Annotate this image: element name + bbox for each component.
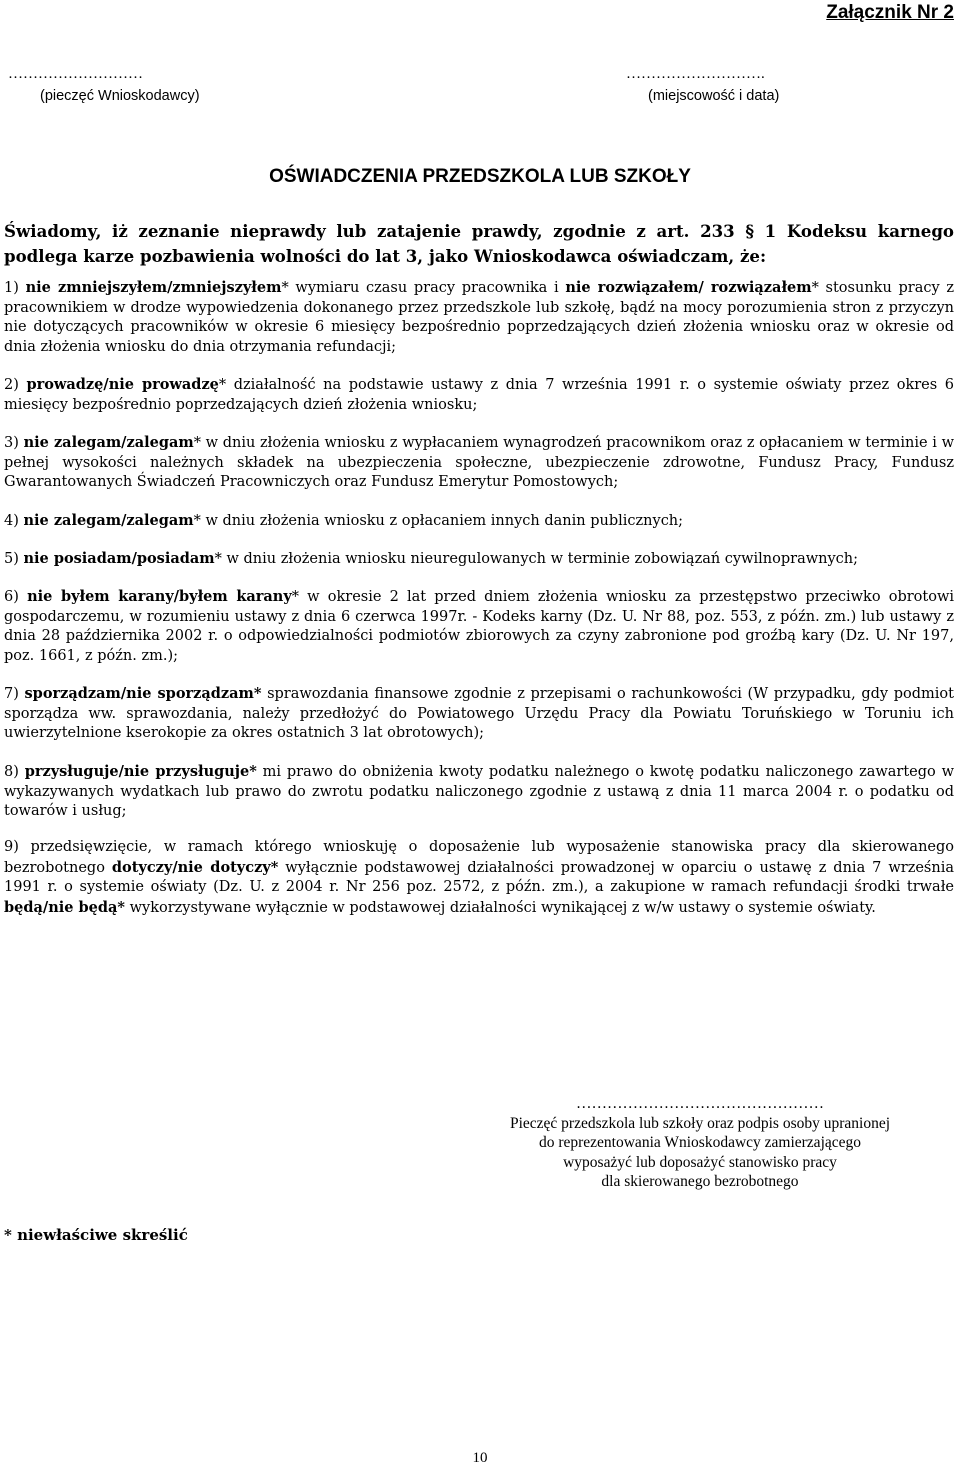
- item-text: sprawozdania finansowe zgodnie z przepisami o rachunkowości (W przypadku, gdy podmiot sporządza ww. sprawozdania, należy przedłożyć do Powiatowego Urzędu Pracy dla Powiatu Toruńskiego w Toruniu ich uwierzytelnione kserokopie za okres ostatnich 3 lat obrotowych);: [4, 686, 954, 742]
- item-text: * stosunku pracy z pracownikiem w drodze wypowiedzenia dokonanego przez przedszkole lub szkołę, bądź na mocy porozumienia stron z przyczyn nie dotyczących pracowników w okresie 6 miesięcy bezpośrednio poprzedzających dzień złożenia wniosku oraz w okresie od dnia złożenia wniosku do dnia otrzymania refundacji;: [4, 280, 954, 355]
- item-choice: dotyczy/nie dotyczy*: [111, 858, 279, 876]
- signature-block: [440, 1094, 960, 1192]
- date-caption: (miejscowość i data): [648, 88, 780, 104]
- item-text: * w dniu złożenia wniosku z opłacaniem innych danin publicznych;: [193, 513, 684, 529]
- item-text: 1): [4, 280, 26, 296]
- signature-dots: …………………………………………: [576, 1095, 824, 1112]
- intro-statement: Świadomy, iż zeznanie nieprawdy lub zatajenie prawdy, zgodnie z art. 233 § 1 Kodeksu karnego podlega karze pozbawienia wolności do lat 3, jako Wnioskodawca oświadczam, że:: [4, 221, 954, 266]
- statement-item-8: [4, 762, 954, 822]
- item-text: * wymiaru czasu pracy pracownika i: [281, 280, 566, 296]
- item-text: 5): [4, 551, 24, 567]
- item-text: mi prawo do obniżenia kwoty podatku należnego o kwotę podatku naliczonego zawartego w wykazywanych wydatkach lub prawo do zwrotu podatku naliczonego zgodnie z ustawą z dnia 11 marca 2004 r. o podatku od towarów i usług;: [4, 764, 954, 820]
- statement-item-5: [4, 549, 954, 570]
- item-text: 6): [4, 589, 28, 605]
- item-text: * w dniu złożenia wniosku nieuregulowanych w terminie zobowiązań cywilnoprawnych;: [214, 551, 859, 567]
- item-choice: nie zalegam/zalegam: [23, 512, 194, 529]
- page-number: 10: [472, 1450, 488, 1466]
- item-text: 9) przedsięwzięcie, w ramach którego wnioskuję o doposażenie lub wyposażenie stanowiska pracy dla skierowanego bezrobotnego: [4, 839, 954, 876]
- item-choice: nie byłem karany/byłem karany: [27, 588, 292, 605]
- item-choice: nie zalegam/zalegam: [23, 434, 194, 451]
- item-text: wyłącznie podstawowej działalności prowadzonej w oparciu o ustawę z dnia 7 września 1991 r. o systemie oświaty (Dz. U. z 2004 r. Nr 256 poz. 2572, z późn. zm.), a zakupione w ramach refundacji środki trwałe: [4, 859, 954, 896]
- item-choice: sporządzam/nie sporządzam*: [24, 685, 262, 702]
- statement-item-2: [4, 375, 954, 415]
- stamp-dots: ………………………: [8, 66, 143, 82]
- statement-item-6: [4, 587, 954, 666]
- item-choice: nie posiadam/posiadam: [23, 550, 215, 567]
- item-choice: nie zmniejszyłem/zmniejszyłem: [25, 279, 282, 296]
- document-title: OŚWIADCZENIA PRZEDSZKOLA LUB SZKOŁY: [269, 166, 691, 187]
- date-dots: ……………………….: [626, 66, 765, 82]
- signature-caption-line: wyposażyć lub doposażyć stanowisko pracy: [563, 1153, 837, 1171]
- item-text: * w okresie 2 lat przed dniem złożenia wniosku za przestępstwo przeciwko obrotowi gospodarczemu, w rozumieniu ustawy z dnia 6 czerwca 1997r. - Kodeks karny (Dz. U. Nr 88, poz. 553, z późn. zm.) lub ustawy z dnia 28 października 2002 r. o odpowiedzialności podmiotów zbiorowych za czyny zabronione pod groźbą kary (Dz. U. Nr 197, poz. 1661, z późn. zm.);: [4, 589, 954, 664]
- item-text: * działalność na podstawie ustawy z dnia 7 września 1991 r. o systemie oświaty przez okres 6 miesięcy bezpośrednio poprzedzających dzień złożenia wniosku;: [4, 377, 954, 413]
- statement-item-9: [4, 838, 954, 918]
- item-text: wykorzystywane wyłącznie w podstawowej działalności wynikającej z w/w ustawy o systemie oświaty.: [125, 899, 876, 916]
- signature-caption-line: do reprezentowania Wnioskodawcy zamierzającego: [538, 1134, 862, 1151]
- statement-item-4: [4, 511, 954, 532]
- item-text: 4): [4, 513, 24, 529]
- item-choice: przysługuje/nie przysługuje*: [24, 763, 257, 780]
- item-text: 3): [4, 435, 24, 451]
- stamp-caption: (pieczęć Wnioskodawcy): [40, 88, 200, 104]
- item-choice: nie rozwiązałem/ rozwiązałem: [565, 279, 812, 296]
- attachment-label: Załącznik Nr 2: [826, 2, 954, 23]
- signature-caption-line: dla skierowanego bezrobotnego: [601, 1173, 799, 1190]
- statement-item-1: [4, 278, 954, 357]
- item-text: 8): [4, 764, 25, 780]
- footnote: * niewłaściwe skreślić: [4, 1226, 188, 1244]
- item-text: * w dniu złożenia wniosku z wypłacaniem wynagrodzeń pracownikom oraz z opłacaniem w terminie i w pełnej wysokości należnych składek na ubezpieczenia społeczne, ubezpieczenie zdrowotne, Fundusz Pracy, Fundusz Gwarantowanych Świadczeń Pracowniczych oraz Fundusz Emerytur Pomostowych;: [4, 435, 954, 491]
- statement-item-3: [4, 433, 954, 493]
- signature-caption-line: Pieczęć przedszkola lub szkoły oraz podpis osoby upranionej: [509, 1114, 891, 1132]
- statement-item-7: [4, 684, 954, 744]
- item-text: 2): [4, 377, 27, 393]
- item-choice: będą/nie będą*: [4, 898, 125, 916]
- item-choice: prowadzę/nie prowadzę: [26, 376, 219, 393]
- item-text: 7): [4, 686, 25, 702]
